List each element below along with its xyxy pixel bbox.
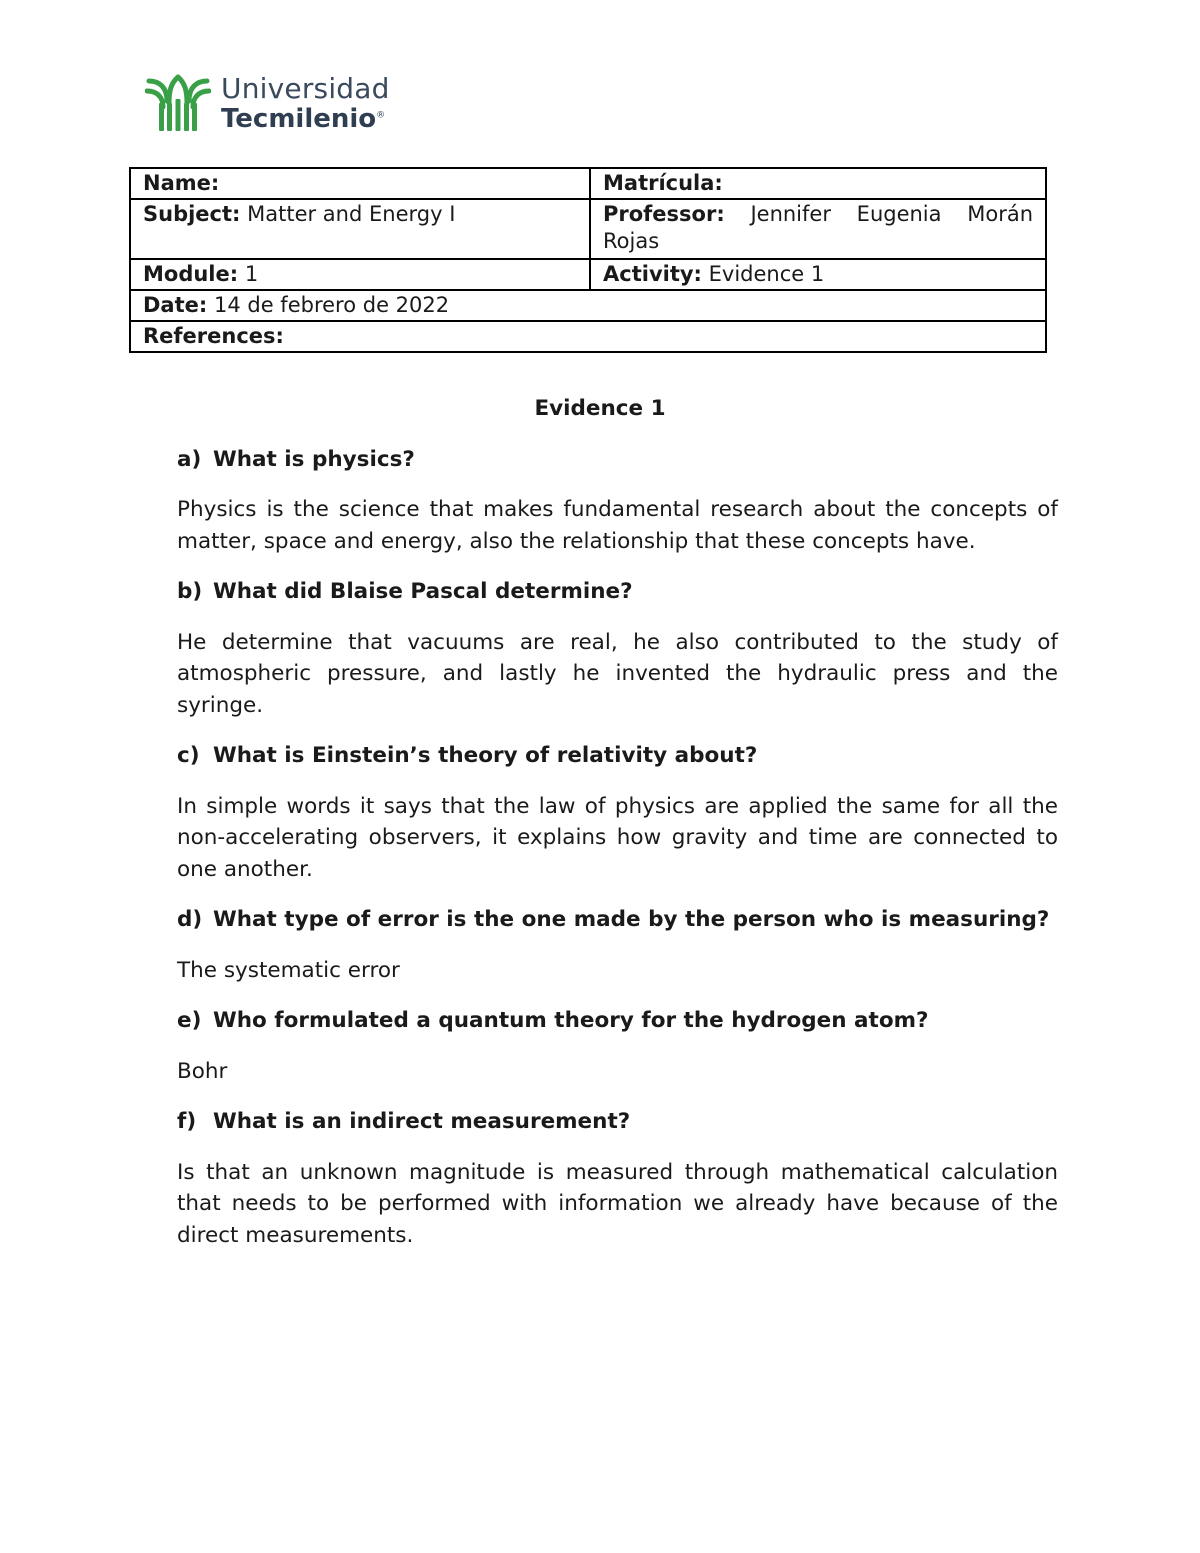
answer-e: Bohr — [177, 1058, 228, 1084]
question-text: What is Einstein’s theory of relativity about? — [213, 743, 758, 768]
info-row-subject — [130, 199, 1046, 259]
logo-line-tecmilenio — [221, 103, 390, 134]
info-row-module — [130, 259, 1046, 290]
answer-d: The systematic error — [177, 957, 400, 983]
answer-c: In simple words it says that the law of physics are applied the same for all the non-accelerating observers, it explains how gravity and time are connected to one another. — [177, 793, 1058, 882]
question-e — [177, 1005, 1058, 1037]
info-row-date — [130, 290, 1046, 321]
document-body — [177, 393, 1058, 1270]
question-mark: b) — [177, 579, 203, 604]
question-text: What type of error is the one made by the person who is measuring? — [213, 907, 1050, 932]
answer-b: He determine that vacuums are real, he also contributed to the study of atmospheric pressure, and lastly he invented the hydraulic press and the syringe. — [177, 629, 1058, 718]
question-text: What did Blaise Pascal determine? — [213, 579, 633, 604]
question-mark: d) — [177, 907, 203, 932]
question-f — [177, 1106, 1058, 1138]
professor-value: Jennifer Eugenia Morán Rojas — [603, 202, 1033, 253]
student-info-table — [129, 167, 1047, 353]
professor-label: Professor: — [603, 202, 725, 226]
question-mark: c) — [177, 743, 200, 768]
answer-f: Is that an unknown magnitude is measured through mathematical calculation that needs to be performed with information we already have because of the direct measurements. — [177, 1159, 1058, 1248]
references-cell — [130, 321, 1046, 352]
activity-value: Evidence 1 — [708, 262, 825, 286]
question-text: Who formulated a quantum theory for the hydrogen atom? — [213, 1008, 929, 1033]
registered-mark: ® — [376, 109, 386, 120]
date-label: Date: — [143, 293, 208, 317]
subject-cell — [130, 199, 590, 259]
matricula-cell — [590, 168, 1046, 199]
tecmilenio-leaf-logo-icon — [145, 73, 211, 133]
logo-tecmilenio-word: Tecmilenio — [221, 103, 377, 134]
subject-value: Matter and Energy I — [247, 202, 456, 226]
date-cell — [130, 290, 1046, 321]
date-value: 14 de febrero de 2022 — [213, 293, 450, 317]
module-label: Module: — [143, 262, 239, 286]
university-logo — [145, 72, 390, 134]
question-b — [177, 576, 1058, 608]
answer-a: Physics is the science that makes fundamental research about the concepts of matter, space and energy, also the relationship that these concepts have. — [177, 497, 1058, 554]
info-row-references — [130, 321, 1046, 352]
name-label: Name: — [143, 171, 220, 195]
references-label: References: — [143, 324, 284, 348]
question-text: What is physics? — [213, 446, 415, 472]
logo-line-universidad: Universidad — [221, 71, 390, 105]
question-d — [177, 904, 1058, 936]
name-cell — [130, 168, 590, 199]
activity-cell — [590, 259, 1046, 290]
module-value: 1 — [244, 262, 259, 286]
document-title: Evidence 1 — [534, 396, 666, 421]
question-text: What is an indirect measurement? — [213, 1109, 631, 1134]
info-row-name — [130, 168, 1046, 199]
question-mark: e) — [177, 1008, 202, 1033]
matricula-label: Matrícula: — [603, 171, 723, 195]
question-mark: f) — [177, 1109, 197, 1134]
question-a — [177, 444, 1058, 476]
logo-text — [221, 71, 390, 134]
subject-label: Subject: — [143, 202, 241, 226]
activity-label: Activity: — [603, 262, 702, 286]
professor-cell — [590, 199, 1046, 259]
question-mark: a) — [177, 446, 202, 472]
module-cell — [130, 259, 590, 290]
question-c — [177, 740, 1058, 772]
